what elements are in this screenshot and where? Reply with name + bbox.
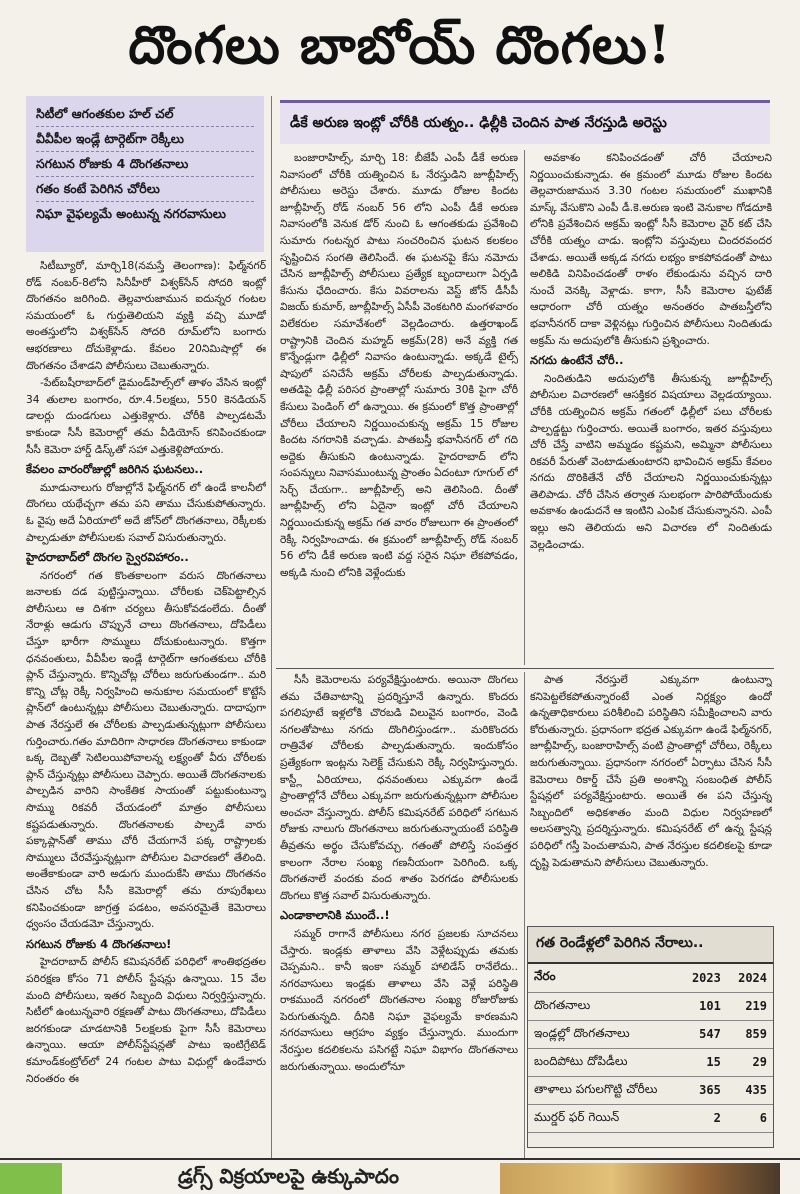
row-value: 2	[681, 1104, 727, 1132]
section-heading: కేవలం వారంరోజుల్లో జరిగిన ఘటనలు..	[26, 462, 204, 477]
paragraph: సమ్మర్ రాగానే పోలీసులు నగర ప్రజలకు సూచనలు చేస్తారు. ఇండ్లకు తాళాలు వేసి వెళ్లేటప్పుడు తమకు చెప్పమని.. కానీ ఇంకా సమ్మర్ హాలిడేస్ రానేలేదు.. నగరవాసులు ఇండ్లకు తాళాలు వేసి వెళ్లే పరిస్థితి రాకముందే నగరంలో దొంగతనాల సంఖ్య రోజురోజుకు పెరుగుతున్నది. దీనికి నిఘా వైఫల్యమే కారణమని నగరవాసులు ఆగ్రహం వ్యక్తం చేస్తున్నారు. ముందుగా నేరస్తుల కదలికలను పసిగట్టే నిఘా విభాగం దొంగతనాలు జరుగుతున్నాయి. అందులోనూ	[280, 927, 518, 1073]
table-header-row	[528, 964, 773, 992]
news-photo	[500, 1163, 780, 1194]
paragraph: -పేట్‌బషీరాబాద్‌లో డైమండ్‌హిల్స్‌లో తాళం వేసిన ఇంట్లో 34 తులాల బంగారం, రూ.4.5లక్షలు, 550 కెనడియన్ డాలర్లు దుండగులు ఎత్తుకెళ్లారు. చోరీకి పాల్పడటమే కాకుండా సీసీ కెమెరాల్లో తమ వీడియోస్ కనిపించకుండా సీసీ కెమెరా హార్డ్ డిస్క్‌తో సహా ఎత్తుకెళ్లిపోయారు.	[26, 377, 266, 456]
paragraph: సిటీబ్యూరో, మార్చి18(నమస్తే తెలంగాణ): ఫిల్మ్‌నగర్ రోడ్ నంబర్-8లోని సినీహీరో విశ్వక్‌సేన్ సోదరి ఇంట్లో దొంగతనం జరిగింది. తెల్లవారుజామున ఐదున్నర గంటల సమయంలో ఓ గుర్తుతెలియని వ్యక్తి వచ్చి మూడో అంతస్తులోని విశ్వక్‌సేన్ సోదరి రూమ్‌లోని బంగారు ఆభరణాలు దోచుకెళ్లాడు. కేవలం 20నిమిషాల్లో ఈ దొంగతనం చేశాడని పోలీసులు చెబుతున్నారు.	[26, 260, 266, 372]
highlight-item: గతం కంటే పెరిగిన చోరీలు	[36, 177, 254, 202]
column-4	[280, 672, 518, 1158]
highlight-item: వీవీపీల ఇండ్లే టార్గెట్‌గా రెక్కీలు	[36, 127, 254, 152]
next-story-headline: డ్రగ్స్ విక్రయాలపై ఉక్కుపాదం	[178, 1164, 400, 1188]
crime-stats-table	[528, 964, 773, 1133]
column-rule	[524, 672, 525, 1158]
paragraph: మూడునాలుగు రోజుల్లోనే ఫిల్మ్‌నగర్ లో ఉండే కాలనీలో దొంగలు యథేచ్ఛగా తమ పని తాము చేసుకుపోతున్నారు. ఓ వైపు అదే ఏరియాలో అదే జోన్‌లో దొంగతనాలు, రెక్కీలకు పాల్పడుతూ పోలీసులకు సవాల్ విసురుతున్నారు.	[26, 481, 266, 544]
paragraph: నిందితుడిని అదుపులోకి తీసుకున్న జూబ్లీహిల్స్ పోలీసుల విచారణలో ఆసక్తికర విషయాలు వెల్లడయ్యాయి. చోరీకి యత్నించిన అక్రమ్ గతంలో ఢిల్లీలో పలు చోరీలకు పాల్పడ్డట్టు గుర్తించారు. అయితే బంగారం, ఇతర వస్తువులు చోరీ చేస్తే వాటిని అమ్మడం కష్టమని, అమ్మినా పోలీసులు రికవరీ పేరుతో వెంటాడుతుంటారని భావించిన అక్రమ్ కేవలం నగదు దొరికితేనే చోరీ చేయాలని నిర్ణయించుకున్నట్లు తెలిపాడు. చోరీ చేసిన తర్వాత సులభంగా పారిపోయేందుకు అవకాశం ఉండుదనే ఆ ఇంటిని ఎంపిక చేసుకున్నానని. ఎంపీ ఇల్లు అని తెలియదు అని విచారణ లో నిందితుడు వెల్లడించాడు.	[530, 372, 772, 551]
table-row	[528, 1076, 773, 1104]
story-subheadline: డీకే అరుణ ఇంట్లో చోరీకి యత్నం.. ఢిల్లీకి చెందిన పాత నేరస్తుడి అరెస్టు	[280, 100, 770, 144]
row-value: 6	[727, 1104, 773, 1132]
ad-graphic	[0, 1163, 62, 1194]
row-label: దొంగతనాలు	[528, 992, 681, 1020]
header-cell: నేరం	[528, 964, 681, 992]
header-cell: 2023	[681, 964, 727, 992]
row-value: 435	[727, 1076, 773, 1104]
highlight-item: సగటున రోజుకు 4 దొంగతనాలు	[36, 152, 254, 177]
crime-stats-box	[527, 926, 774, 1148]
paragraph: బంజారాహిల్స్, మార్చి 18: బీజేపీ ఎంపీ డీకే అరుణ నివాసంలో చోరీకి యత్నించిన ఓ నేరస్తుడిని జూబ్లీహిల్స్ పోలీసులు అరెస్టు చేశారు. మూడు రోజుల కిందట జూబ్లీహిల్స్ రోడ్ నంబర్ 56 లోని ఎంపీ డీకే అరుణ నివాసంలోకి వెనుక డోర్ నుంచి ఓ ఆగంతకుడు ప్రవేశించి సుమారు గంటన్నర పాటు సంచరించిన ఘటన కలకలం సృష్టించిన సంగతి తెలిసిందే. ఈ ఘటనపై కేసు నమోదు చేసిన జూబ్లీహిల్స్ పోలీసులు ప్రత్యేక బృందాలుగా ఏర్పడి కేసును ఛేదించారు. కేసు వివరాలను వెస్ట్ జోన్ డీసీపీ విజయ్ కుమార్, జూబ్లీహిల్స్ ఏసీపీ వెంకటగిరి మంగళవారం విలేకరుల సమావేశంలో వెల్లడించారు. ఉత్తరాఖండ్ రాష్ట్రానికి చెందిన మహ్మద్ అక్రమ్(28) అనే వ్యక్తి గత కొన్నేండ్లుగా ఢిల్లీలో నివాసం ఉంటున్నాడు. అక్కడే టైల్స్ షాపులో పనిచేసే అక్రమ్ చోరీలకు పాల్పడుతున్నాడు. అతడిపై ఢిల్లీ పరిసర ప్రాంతాల్లో సుమారు 30కి పైగా చోరీ కేసులు పెండింగ్ లో ఉన్నాయి. ఈ క్రమంలో కొత్త ప్రాంతాల్లో చోరీలు చేయాలని నిర్ణయించుకున్న అక్రమ్ 15 రోజుల కిందట నగరానికి వచ్చాడు. పాతబస్తీ భవానీనగర్ లో గది అద్దెకు తీసుకుని ఉంటున్నాడు. హైదరాబాద్ లోని సంపన్నులు నివాసముంటున్న ప్రాంతం ఏదంటూ గూగుల్ లో సెర్చ్ చేయగా.. జూబ్లీహిల్స్ అని తెలిసింది. దీంతో జూబ్లీహిల్స్ లోని ఏదైనా ఇంట్లో చోరీ చేయాలని నిర్ణయించుకున్న అక్రమ్ గత వారం రోజులుగా ఈ ప్రాంతంలో రెక్కీ నిర్వహించాడు. ఈ క్రమంలో జూబ్లీహిల్స్ రోడ్ నంబర్ 56 లోని డీకే అరుణ ఇంటి వద్ద సరైన నిఘా లేకపోవడం, అక్కడి నుంచి లోనికి వెళ్లేందుకు	[280, 152, 518, 579]
story-divider	[276, 668, 774, 669]
paragraph: పాత నేరస్తులే ఎక్కువగా ఉంటున్నా కనిపెట్టలేకపోతున్నారంటే ఎంత నిర్లక్ష్యం ఉందో ఉన్నతాధికారులు పరిశీలించి పరిస్థితిని సమీక్షించాలని వారు కోరుతున్నారు. ప్రధానంగా భద్రత ఎక్కువగా ఉండే ఫిల్మ్‌నగర్, జూబ్లీహిల్స్, బంజారాహిల్స్ వంటి ప్రాంతాల్లో చోరీలు, రెక్కీలు జరుగుతున్నాయి. ప్రధానంగా నగరంలో ఏర్పాటు చేసిన సీసీ కెమెరాలు రికార్డ్ చేసే ప్రతి అంశాన్ని సంబంధిత పోలీస్ స్టేషన్లలో పర్యవేక్షిస్తుంటారు. అయితే ఈ పని చేస్తున్న సిబ్బందిలో అధికశాతం మంది విధుల నిర్వహణలో అలసత్వాన్ని ప్రదర్శిస్తున్నారు. కమిషనరేట్ లో ఉన్న స్టేషన్ల పరిధిలో గస్తీ పెంచుతామని, పాత నేరస్తుల కదలికలపై కూడా దృష్టి పెడుతామని పోలీసులు చెబుతున్నారు.	[530, 674, 772, 869]
table-row	[528, 1104, 773, 1132]
section-heading: ఎండాకాలానికి ముందే..!	[280, 908, 390, 923]
table-row	[528, 1020, 773, 1048]
header-cell: 2024	[727, 964, 773, 992]
section-heading: సగటున రోజుకు 4 దొంగతనాలు!	[26, 936, 172, 951]
row-value: 859	[727, 1020, 773, 1048]
highlight-item: సిటీలో ఆగంతకుల హల్ చల్	[36, 102, 254, 127]
row-value: 365	[681, 1076, 727, 1104]
column-2	[280, 150, 518, 665]
row-value: 101	[681, 992, 727, 1020]
table-row	[528, 992, 773, 1020]
row-value: 219	[727, 992, 773, 1020]
column-rule	[524, 150, 525, 665]
row-label: ముర్డర్ ఫర్ గెయిన్	[528, 1104, 681, 1132]
section-heading: నగదు ఉంటేనే చోరీ..	[530, 353, 624, 368]
section-heading: హైదరాబాద్‌లో దొంగల స్వైరవిహారం..	[26, 550, 189, 565]
column-rule	[271, 96, 272, 1158]
stats-title: గత రెండేళ్లలో పెరిగిన నేరాలు..	[528, 927, 773, 964]
paragraph: సీసీ కెమెరాలను పర్యవేక్షిస్తుంటారు. అయినా దొంగలు తమ చేతివాటాన్ని ప్రదర్శిస్తూనే ఉన్నారు. కొందరు పగలిపూటే ఇళ్లలోకి చొరబడి విలువైన బంగారం, వెండి నగలతోపాటు నగదు దొంగిలిస్తుండగా.. మరికొందరు రాత్రివేళ చోరీలకు పాల్పడుతున్నారు. ఇందుకోసం ప్రత్యేకంగా ఇంట్లను సెలెక్ట్ చేసుకుని రెక్కీ నిర్వహిస్తున్నారు. కాస్ట్లీ ఏరియాలు, ధనవంతులు ఎక్కువగా ఉండే ప్రాంతాల్లోనే చోరీలు ఎక్కువగా జరుగుతున్నట్లుగా పోలీసుల అంచనా వేస్తున్నారు. పోలీస్ కమిషనరేట్ పరిధిలో సగటున రోజుకు నాలుగు దొంగతనాలు జరుగుతున్నాయంటే పరిస్థితి తీవ్రతను అర్థం చేసుకోవచ్చు. గతంతో పోలిస్తే సంపత్తర కాలంగా నేరాల సంఖ్య గణనీయంగా పెరిగింది. ఒక్క దొంగతనాలే వందకు వంద శాతం పెరగడం పోలీసులకు దొంగలు కొత్త సవాల్ విసురుతున్నారు.	[280, 674, 518, 902]
column-5	[530, 672, 772, 922]
row-label: తాళాలు పగులగొట్టి చోరీలు	[528, 1076, 681, 1104]
row-label: ఇండ్లల్లో దొంగతనాలు	[528, 1020, 681, 1048]
column-1	[26, 258, 266, 1158]
row-value: 15	[681, 1048, 727, 1076]
highlight-item: నిఘా వైఫల్యమే అంటున్న నగరవాసులు	[36, 206, 226, 221]
highlights-sidebar	[26, 96, 264, 252]
column-3	[530, 150, 772, 665]
page-headline: దొంగలు బాబోయ్ దొంగలు!	[128, 15, 672, 76]
row-value: 547	[681, 1020, 727, 1048]
paragraph: అవకాశం కనిపించడంతో చోరీ చేయాలని నిర్ణయించుకున్నాడు. ఈ క్రమంలో మూడు రోజుల కిందట తెల్లవారుజామున 3.30 గంటల సమయంలో ముఖానికి మాస్క్ వేసుకొని ఎంపీ డీ.కె.అరుణ ఇంటి వెనుకాల గోడదూకి లోనికి ప్రవేశించిన అక్రమ్ ఇంట్లో సీసీ కెమెరాల వైర్ కట్ చేసి చోరీకి యత్నం చాడు. ఇంట్లోని వస్తువులు చిందరవందర చేశాడు. అయితే అక్కడ నగదు లభ్యం కాకపోవడంతో పాటు అలికిడి వినిపించడంతో రాళం లేకుండును వచ్చిన దారి నుంచే వెనక్కి వెళ్లాడు. కాగా, సీసీ కెమెరాల ఫుటేజ్ ఆధారంగా చోరీ యత్నం అనంతరం పాతబస్తీలోని భవానీనగర్ దాకా వెళ్లినట్లు గుర్తించిన పోలీసులు నిందితుడు అక్రమ్ ను అదుపులోకి తీసుకుని ప్రశ్నించారు.	[530, 152, 772, 347]
row-label: బందిపోటు దోపిడీలు	[528, 1048, 681, 1076]
paragraph: నగరంలో గత కొంతకాలంగా వరుస దొంగతనాలు జనాలకు దడ పుట్టిస్తున్నాయి. చోరీలకు చెక్‌పెట్టాల్సిన పోలీసులు ఆ దిశగా చర్యలు తీసుకోవడంలేదు. దీంతో నేరాళ్లు ఆడుగు చొప్పునే చాలు దొంగతనాలు, దోపిడీలు చేస్తూ భారీగా సొమ్ములు దోచుకుంటున్నారు. కొత్తగా ధనవంతులు, వీవీపీల ఇండ్లే టార్గెట్‌గా ఆగంతకులు చోరీకి ప్లాన్ చేస్తున్నారు. కొన్నిచోట్ల చోరీలు జరుగుతుండగా.. మరి కొన్ని చోట్ల రెక్కీ నిర్వహించి అనుకూల సమయంలో కొట్టేసే ప్లాన్‌లో ఉంటున్నట్లు పోలీసులు చెబుతున్నారు. దాదాపుగా పాత నేరస్తులే ఈ చోరీలకు పాల్పడుతున్నట్లుగా పోలీసులు గుర్తించారు.గతం మాదిరిగా సాధారణ దొంగతనాలు కాకుండా ఒక్క దెబ్బతో సెటిలయిపోవాలన్న లక్ష్యంతో వీరు చోరీలకు ప్లాన్ చేస్తున్నట్లు పోలీసులు చెప్పారు. అయితే దొంగతనాలకు పాల్పడిన వారిని సాంకేతిక సాయంతో పట్టుకుంటున్నా సొమ్ము రికవరీ చేయడంలో మాత్రం పోలీసులు కష్టపడుతున్నారు. దొంగతనాలకు పాల్పడే వారు పక్కాప్లాన్‌తో తాము చోరీ చేయగానే పక్క రాష్ట్రాలకు సొమ్ములు చేరవేస్తున్నట్లుగా పోలీసుల విచారణలో తేలింది. అంతేకాకుండా వారి అడుగు ముందుకేసి తాము దొంగతనం చేసిన చోట సీసీ కెమెరాల్లో తమ రూపురేఖలు కనిపించకుండా జాగ్రత్త పడటం, అవసరమైతే కెమెరాలు ధ్వంసం చేయడమో చేస్తున్నారు.	[26, 569, 266, 931]
row-value: 29	[727, 1048, 773, 1076]
paragraph: హైదరాబాద్ పోలీస్ కమిషనరేట్ పరిధిలో శాంతిభద్రతల పరిరక్షణ కోసం 71 పోలీస్ స్టేషన్లు ఉన్నాయి. 15 వేల మంది పోలీసులు, ఇతర సిబ్బంది విధులు నిర్వర్తిస్తున్నారు. సిటీలో ఉంటున్నవారి రక్షణతో పాటు దొంగతనాలు, దోపిడీలు జరగకుండా చూడటానికి 5లక్షలకు పైగా సీసీ కెమెరాలు ఉన్నాయి. ఆయా పోలీస్‌స్టేషన్లతో పాటు ఇంటిగ్రేటెడ్ కమాండ్‌కంట్రోల్‌లో 24 గంటల పాటు విధుల్లో ఉండేవారు నిరంతరం ఈ	[26, 956, 266, 1085]
table-row	[528, 1048, 773, 1076]
